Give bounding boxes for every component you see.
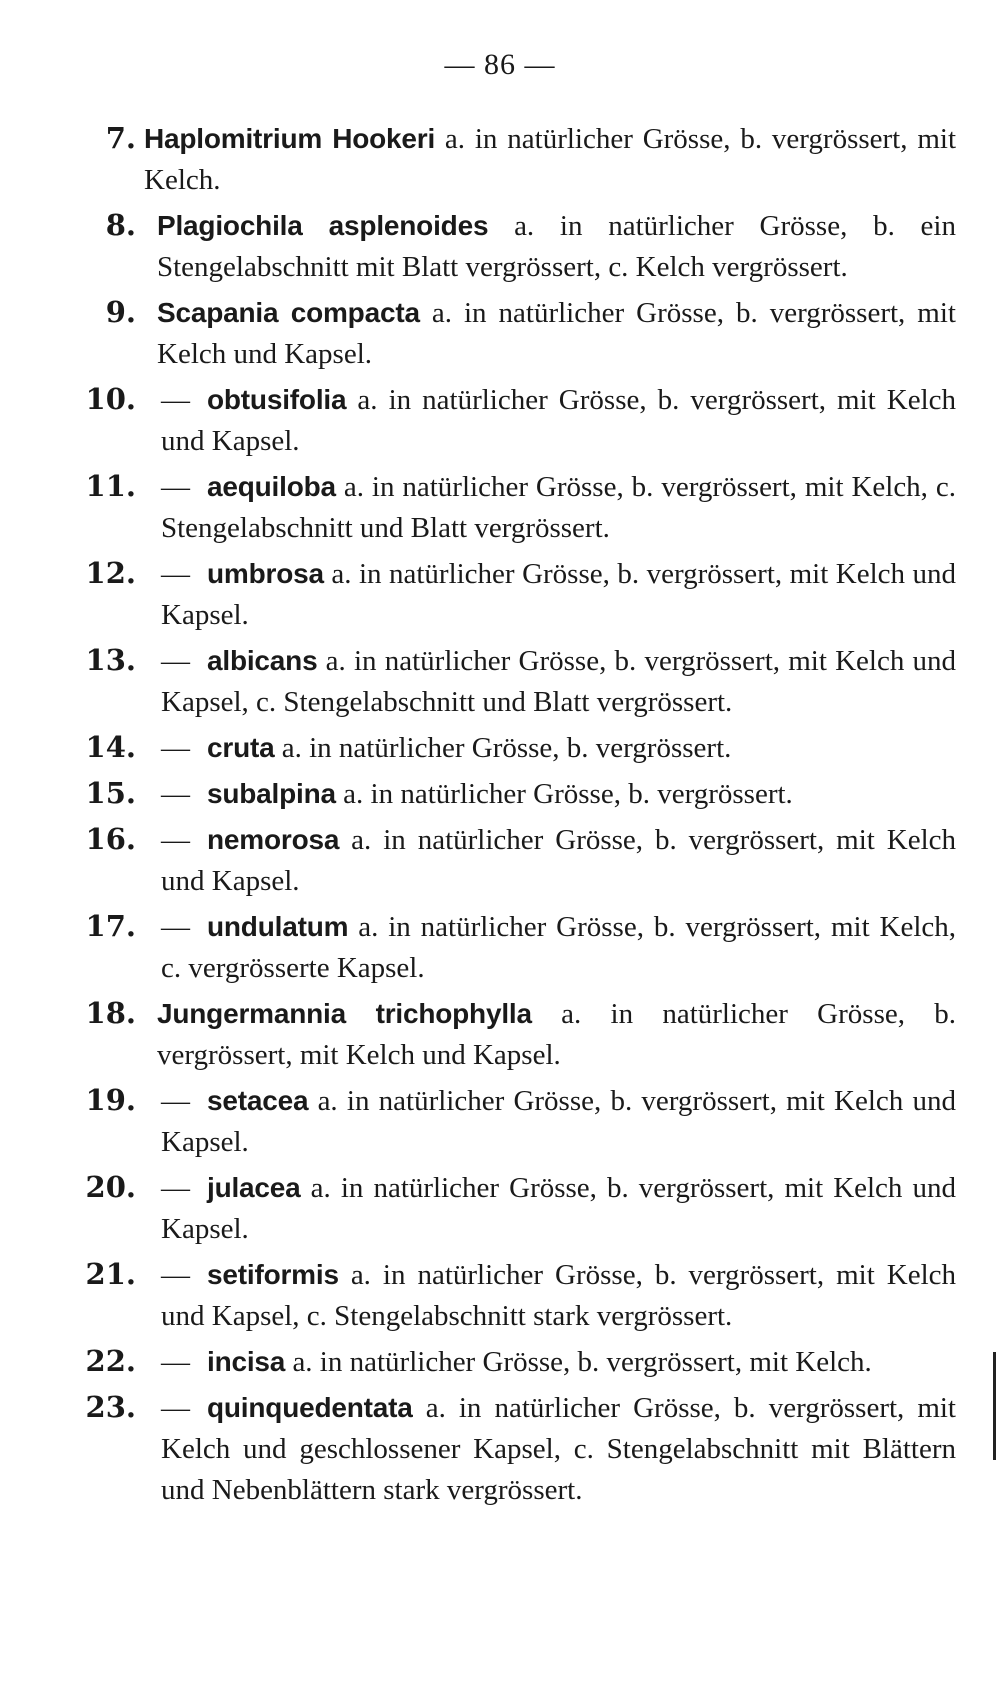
legend-entry	[0, 1080, 1000, 1163]
entry-number: 9.	[105, 295, 136, 329]
entry-text	[161, 1341, 956, 1383]
species-name: nemorosa	[207, 824, 340, 855]
entry-number: 12.	[85, 556, 136, 590]
legend-entry	[0, 292, 1000, 375]
entry-description: a. in natürlicher Grösse, b. vergrössert, mit Kelch und Kapsel, c. Stengelabschnitt stark vergrössert.	[161, 1259, 956, 1332]
species-name: aequiloba	[207, 471, 336, 502]
species-name: obtusifolia	[207, 384, 347, 415]
entry-description: a. in natürlicher Grösse, b. vergrössert, mit Kelch und Kapsel.	[157, 998, 956, 1071]
species-name: albicans	[207, 645, 318, 676]
species-name: Plagiochila asplenoides	[157, 210, 489, 241]
ditto-dash: —	[161, 911, 190, 943]
entry-text	[161, 727, 956, 769]
ditto-dash: —	[161, 778, 190, 810]
entry-number: 19.	[85, 1083, 136, 1117]
entry-text	[161, 640, 956, 723]
entry-text	[161, 1387, 956, 1511]
entry-description: a. in natürlicher Grösse, b. vergrössert, mit Kelch.	[292, 1346, 872, 1378]
entry-description: a. in natürlicher Grösse, b. vergrössert, mit Kelch und Kapsel.	[157, 297, 956, 370]
entry-description: a. in natürlicher Grösse, b. vergrössert, mit Kelch und Kapsel.	[161, 1172, 957, 1245]
entry-text	[144, 118, 956, 201]
plate-legend-list	[0, 118, 1000, 1515]
ditto-dash: —	[161, 732, 190, 764]
legend-entry	[0, 819, 1000, 902]
entry-description: a. in natürlicher Grösse, b. vergrössert, mit Kelch und Kapsel, c. Stengelabschnitt und Blatt vergrössert.	[161, 645, 957, 718]
ditto-dash: —	[161, 1392, 190, 1424]
entry-number: 21.	[85, 1257, 136, 1291]
entry-number: 17.	[85, 909, 136, 943]
entry-number: 7.	[105, 121, 136, 155]
legend-entry	[0, 773, 1000, 815]
ditto-dash: —	[161, 1346, 190, 1378]
entry-description: a. in natürlicher Grösse, b. vergrössert, mit Kelch und geschlossener Kapsel, c. Stengelabschnitt mit Blättern und Nebenblättern stark vergrössert.	[161, 1392, 956, 1506]
entry-text	[157, 292, 956, 375]
scan-edge-mark	[993, 1352, 996, 1460]
entry-number: 11.	[85, 469, 136, 503]
legend-entry	[0, 1341, 1000, 1383]
entry-text	[161, 1254, 956, 1337]
entry-number: 10.	[85, 382, 136, 416]
legend-entry	[0, 906, 1000, 989]
species-name: setacea	[207, 1085, 309, 1116]
legend-entry	[0, 727, 1000, 769]
entry-description: a. in natürlicher Grösse, b. vergrössert.	[343, 778, 793, 810]
species-name: Scapania compacta	[157, 297, 420, 328]
legend-entry	[0, 993, 1000, 1076]
entry-number: 23.	[85, 1390, 136, 1424]
entry-description: a. in natürlicher Grösse, b. vergrössert, mit Kelch, c. Stengelabschnitt und Blatt vergrössert.	[161, 471, 956, 544]
page-number: — 86 —	[444, 48, 556, 81]
ditto-dash: —	[161, 1172, 190, 1204]
entry-number: 15.	[85, 776, 136, 810]
ditto-dash: —	[161, 824, 190, 856]
species-name: Haplomitrium Hookeri	[144, 123, 436, 154]
species-name: setiformis	[207, 1259, 339, 1290]
ditto-dash: —	[161, 471, 190, 503]
legend-entry	[0, 1387, 1000, 1511]
entry-text	[161, 553, 956, 636]
entry-description: a. in natürlicher Grösse, b. ein Stengelabschnitt mit Blatt vergrössert, c. Kelch vergrössert.	[157, 210, 956, 283]
legend-entry	[0, 118, 1000, 201]
entry-description: a. in natürlicher Grösse, b. vergrössert, mit Kelch, c. vergrösserte Kapsel.	[161, 911, 957, 984]
entry-description: a. in natürlicher Grösse, b. vergrössert, mit Kelch und Kapsel.	[161, 558, 956, 631]
species-name: subalpina	[207, 778, 336, 809]
species-name: cruta	[207, 732, 275, 763]
legend-entry	[0, 553, 1000, 636]
ditto-dash: —	[161, 384, 190, 416]
entry-text	[161, 466, 956, 549]
entry-description: a. in natürlicher Grösse, b. vergrössert.	[281, 732, 732, 764]
entry-text	[161, 1167, 956, 1250]
ditto-dash: —	[161, 1259, 190, 1291]
species-name: undulatum	[207, 911, 349, 942]
entry-number: 13.	[85, 643, 136, 677]
species-name: umbrosa	[207, 558, 324, 589]
entry-number: 16.	[85, 822, 136, 856]
entry-description: a. in natürlicher Grösse, b. vergrössert, mit Kelch und Kapsel.	[161, 384, 956, 457]
legend-entry	[0, 1254, 1000, 1337]
entry-number: 22.	[85, 1344, 136, 1378]
entry-description: a. in natürlicher Grösse, b. vergrössert, mit Kelch und Kapsel.	[161, 1085, 956, 1158]
entry-text	[161, 773, 956, 815]
entry-number: 8.	[105, 208, 136, 242]
entry-text	[161, 819, 956, 902]
species-name: julacea	[207, 1172, 301, 1203]
entry-description: a. in natürlicher Grösse, b. vergrössert, mit Kelch.	[144, 123, 957, 196]
entry-description: a. in natürlicher Grösse, b. vergrössert, mit Kelch und Kapsel.	[161, 824, 956, 897]
entry-number: 18.	[85, 996, 136, 1030]
legend-entry	[0, 640, 1000, 723]
legend-entry	[0, 379, 1000, 462]
entry-text	[161, 906, 956, 989]
entry-text	[161, 379, 956, 462]
ditto-dash: —	[161, 558, 190, 590]
entry-number: 20.	[85, 1170, 136, 1204]
species-name: quinquedentata	[207, 1392, 413, 1423]
legend-entry	[0, 205, 1000, 288]
species-name: incisa	[207, 1346, 286, 1377]
ditto-dash: —	[161, 645, 190, 677]
entry-text	[157, 205, 956, 288]
ditto-dash: —	[161, 1085, 190, 1117]
entry-text	[161, 1080, 956, 1163]
entry-text	[157, 993, 956, 1076]
legend-entry	[0, 1167, 1000, 1250]
legend-entry	[0, 466, 1000, 549]
entry-number: 14.	[85, 730, 136, 764]
species-name: Jungermannia trichophylla	[157, 998, 532, 1029]
